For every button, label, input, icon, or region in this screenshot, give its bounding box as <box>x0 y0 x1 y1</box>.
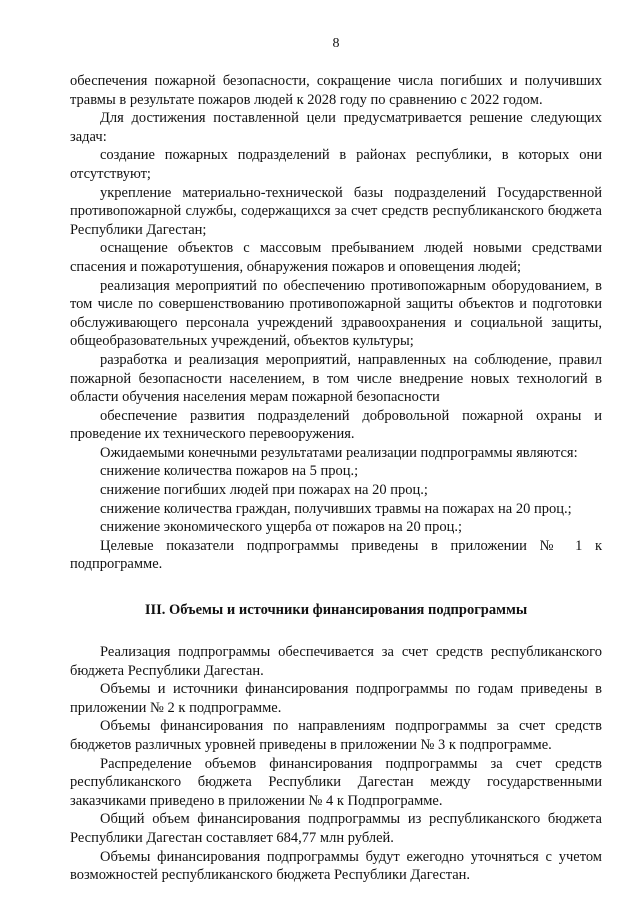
section-goals <box>70 72 602 574</box>
task-item: обеспечение развития подразделений добровольной пожарной охраны и проведение их технического перевооружения. <box>70 407 602 443</box>
result-item: снижение погибших людей при пожарах на 20 проц.; <box>100 482 428 499</box>
paragraph: Для достижения поставленной цели предусматривается решение следующих задач: <box>70 110 602 145</box>
paragraph: Общий объем финансирования подпрограммы из республиканского бюджета Республики Дагестан составляет 684,77 млн рублей. <box>70 811 602 846</box>
task-item: укрепление материально-технической базы подразделений Государственной противопожарной службы, содержащихся за счет средств республиканского бюджета Республики Дагестан; <box>70 184 602 238</box>
result-item: снижение количества граждан, получивших травмы на пожарах на 20 проц.; <box>100 500 572 517</box>
task-item: создание пожарных подразделений в районах республики, в которых они отсутствуют; <box>70 147 602 182</box>
task-item: разработка и реализация мероприятий, направленных на соблюдение, правил пожарной безопасности населением, в том числе внедрение новых технологий в области обучения населения мерам пожарной безопасности <box>70 351 602 406</box>
task-item: реализация мероприятий по обеспечению противопожарным оборудованием, в том числе по совершенствованию противопожарной защиты объектов и подготовки обслуживающего персонала учреждений здравоохранения и социальной защиты, общеобразовательных учреждений, объектов культуры; <box>70 277 602 350</box>
task-item: оснащение объектов с массовым пребыванием людей новыми средствами спасения и пожаротушения, обнаружения пожаров и оповещения людей; <box>70 240 602 275</box>
result-item: снижение экономического ущерба от пожаров на 20 проц.; <box>100 519 463 536</box>
section-heading: III. Объемы и источники финансирования подпрограммы <box>144 602 528 619</box>
section-financing <box>70 643 602 885</box>
result-item: снижение количества пожаров на 5 проц.; <box>100 463 359 480</box>
paragraph: Распределение объемов финансирования подпрограммы за счет средств республиканского бюджета Республики Дагестан между государственными заказчиками приведено в приложении № 4 к Подпрограмме. <box>70 755 602 809</box>
paragraph: Объемы финансирования по направлениям подпрограммы за счет средств бюджетов различных уровней приведены в приложении № 3 к подпрограмме. <box>70 718 602 753</box>
paragraph: Объемы финансирования подпрограммы будут ежегодно уточняться с учетом возможностей республиканского бюджета Республики Дагестан. <box>70 848 602 884</box>
paragraph: Объемы и источники финансирования подпрограммы по годам приведены в приложении № 2 к подпрограмме. <box>70 681 602 716</box>
paragraph: Реализация подпрограммы обеспечивается за счет средств республиканского бюджета Республики Дагестан. <box>70 644 602 679</box>
paragraph: обеспечения пожарной безопасности, сокращение числа погибших и получивших травмы в результате пожаров людей к 2028 году по сравнению с 2022 годом. <box>70 73 602 108</box>
paragraph: Целевые показатели подпрограммы приведены в приложении № 1 к подпрограмме. <box>70 537 602 573</box>
paragraph: Ожидаемыми конечными результатами реализации подпрограммы являются: <box>100 444 578 461</box>
page-number: 8 <box>332 36 340 51</box>
